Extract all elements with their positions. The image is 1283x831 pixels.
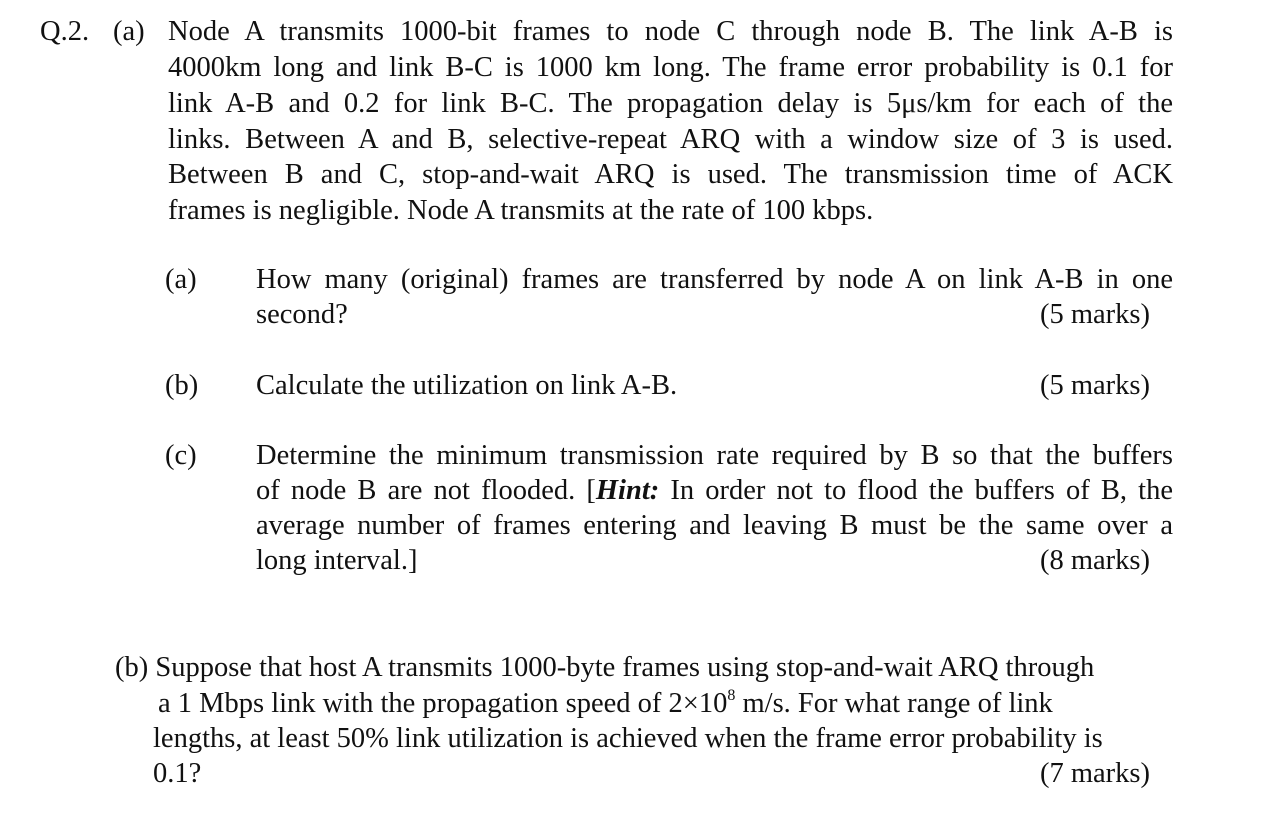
sub-c-line-4: long interval.] [256, 545, 418, 576]
part-b-line-2 [158, 688, 1053, 720]
sub-a-line-2: second? [256, 299, 348, 330]
sub-c-marks: (8 marks) [1039, 545, 1150, 576]
part-b-line-4: 0.1? [153, 758, 202, 789]
sub-c-line-1: Determine the minimum transmission rate required by B so that the buffers [256, 440, 1173, 471]
part-b-marks: (7 marks) [1039, 758, 1150, 789]
sub-c-line-2-pre: of node B are not flooded. [ [256, 475, 596, 506]
exponent: 8 [727, 687, 736, 704]
part-a-intro-line-2: 4000km long and link B-C is 1000 km long. The frame error probability is 0.1 for [168, 52, 1173, 83]
sub-c-line-2-post: In order not to flood the buffers of B, the [659, 475, 1173, 506]
part-b-line-3: lengths, at least 50% link utilization is achieved when the frame error probability is [153, 723, 1103, 754]
part-a-intro-line-1: Node A transmits 1000-bit frames to node C through node B. The link A-B is [168, 16, 1173, 47]
part-a-intro-line-3: link A-B and 0.2 for link B-C. The propagation delay is 5μs/km for each of the [168, 88, 1173, 119]
sub-a-label: (a) [165, 264, 197, 295]
sub-c-line-3: average number of frames entering and leaving B must be the same over a [256, 510, 1173, 541]
part-b-line-2-pre: a 1 Mbps link with the propagation speed of 2×10 [158, 688, 728, 719]
sub-c-line-2 [256, 475, 1173, 507]
part-a-intro-line-5: Between B and C, stop-and-wait ARQ is used. The transmission time of ACK [168, 159, 1173, 190]
part-b-line-1: (b) Suppose that host A transmits 1000-byte frames using stop-and-wait ARQ through [115, 652, 1095, 683]
hint-label: Hint: [595, 475, 660, 506]
sub-b-label: (b) [165, 370, 199, 401]
sub-a-line-1: How many (original) frames are transferred by node A on link A-B in one [256, 264, 1173, 295]
sub-b-marks: (5 marks) [1039, 370, 1150, 401]
sub-c-label: (c) [165, 440, 197, 471]
part-a-intro-line-4: links. Between A and B, selective-repeat ARQ with a window size of 3 is used. [168, 124, 1173, 155]
part-a-intro-line-6: frames is negligible. Node A transmits at the rate of 100 kbps. [168, 195, 874, 226]
sub-b-line-1: Calculate the utilization on link A-B. [256, 370, 678, 401]
question-number: Q.2. [40, 16, 90, 47]
part-b-line-2-post: m/s. For what range of link [735, 688, 1053, 719]
sub-a-marks: (5 marks) [1039, 299, 1150, 330]
part-a-label: (a) [113, 16, 145, 47]
